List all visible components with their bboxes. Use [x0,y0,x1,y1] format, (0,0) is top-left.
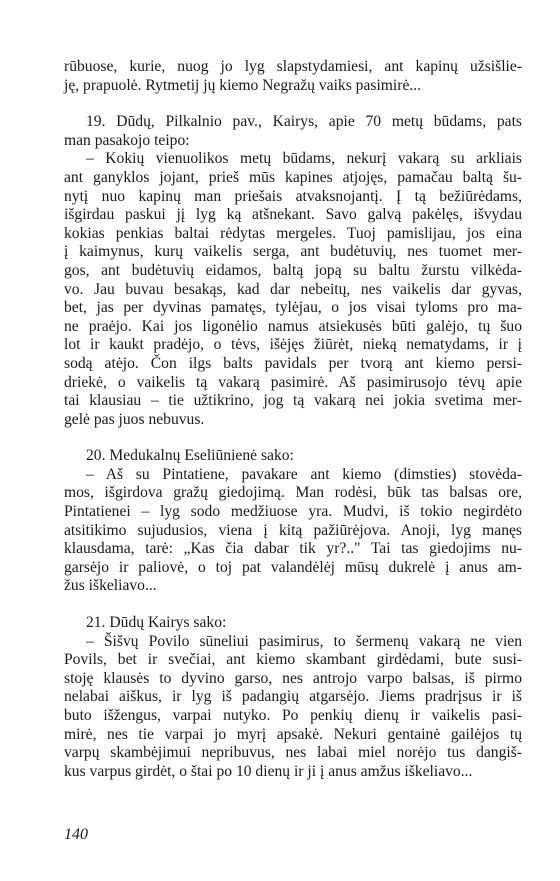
text-line: lot ir kaukt pradėjo, o tėvs, išėjęs žiūrėt, nieką nematydams, ir į [64,336,522,354]
text-line: nytį nuo kapinų man priešais atvaksnojantį. Į tą bežiūrėdams, [64,187,522,205]
text-line: kus varpus girdėt, o štai po 10 dienų ir ji į anus amžus iškeliavo... [64,762,473,780]
story-heading-line: 20. Medukalnų Eseliūnienė sako: [86,447,294,465]
text-line: varpų skambėjimui nepribuvus, nes labai miel norėjo tus dangiš- [64,744,522,762]
paragraph-continuation [64,58,522,95]
story-heading-line: 19. Dūdų, Pilkalnio pav., Kairys, apie 70 metų būdams, pats [86,113,522,131]
text-line: bet, jas per dyvinas pamatęs, tylėjau, o jos visai tyloms pro ma- [64,299,522,317]
text-line: vo. Jau buvau besakąs, kad dar nebeitų, nes vaikelis dar gyvas, [64,280,522,298]
text-line: ne praėjo. Kai jos ligonėlio namus atsiekusės būti galėjo, tų šuo [64,317,522,335]
text-line: mirė, nes tie varpai jo myrį apsakė. Nekuri gentainė gailėjos tų [64,725,522,743]
text-line: gos, ant budėtuvių eidamos, baltą jopą su baltu žurstu vilkėda- [64,261,522,279]
story-21 [64,614,522,781]
text-line: Povils, bet ir svečiai, ant kiemo skambant girdėdami, bute susi- [64,651,522,669]
text-line: kokias penkias baltai rėdytas mergeles. Tuoj pamislijau, jos eina [64,224,522,242]
story-heading-line: 21. Dūdų Kairys sako: [86,614,227,632]
page-body [64,58,522,781]
text-line: tai klausiau – tie užtikrino, jog tą vakarą nei jokia svetima mer- [64,392,522,410]
story-19 [64,113,522,429]
text-line: – Aš su Pintatiene, pavakare ant kiemo (dimsties) stovėda- [86,465,522,483]
text-line: nelabai aiškus, ir lyg iš padangių atgarsėjo. Jiems pradrįsus ir iš [64,688,522,706]
text-line: gelė pas juos nebuvus. [64,410,205,428]
text-line: sodą atėjo. Čon ilgs balts pavidals per tvorą ant kiemo persi- [64,354,522,372]
text-line: – Šišvų Povilo sūneliui pasimirus, to šermenų vakarą ne vien [86,632,522,650]
page-number: 140 [64,826,88,843]
text-line: buto išžengus, varpai nutyko. Po penkių dienų ir vaikelis pasi- [64,707,522,724]
text-line: į kaimynus, kurų vaikelis serga, ant budėtuvių, nes tuomet mer- [64,243,522,261]
text-line: išgirdau paskui jį lyg ką atšnekant. Savo galvą pakėlęs, išvydau [64,206,522,224]
text-line: Pintatienei – lyg sodo medžiuose yra. Mudvi, iš tokio negirdėto [64,503,522,521]
text-line: garsėjo ir paliovė, o toj pat valandėlėj mūsų dukrelė į anus am- [64,558,522,576]
text-line: ant ganyklos jojant, prieš mūs kapines atjojęs, pamačau baltą šu- [64,168,522,186]
text-line: žus iškeliavo... [64,577,157,595]
text-line: atsitikimo sujudusios, viena į kitą pažiūrėjova. Anoji, lyg manęs [64,521,522,539]
text-line: man pasakojo teipo: [64,131,190,149]
story-20 [64,447,522,596]
text-line: mos, išgirdova gražų giedojimą. Man rodėsi, būk tas balsas ore, [64,484,522,502]
text-line: klausdama, tarė: „Kas čia dabar tik yr?.." Tai tas giedojims nu- [64,540,522,558]
text-line: – Kokių vienuolikos metų būdams, nekurį vakarą su arkliais [86,150,522,168]
text-line: stoję klausės to dyvino garso, nes antrojo varpo balsas, iš pirmo [64,669,522,687]
text-line: driekė, o vaikelis tą vakarą pasimirė. Aš pasimirusojo tėvų apie [64,373,522,391]
text-line: ję, prapuolė. Rytmetij jų kiemo Negražų vaiks pasimirė... [64,76,422,94]
text-line: rūbuose, kurie, nuog jo lyg slapstydamiesi, ant kapinų užsišlie- [64,58,522,75]
